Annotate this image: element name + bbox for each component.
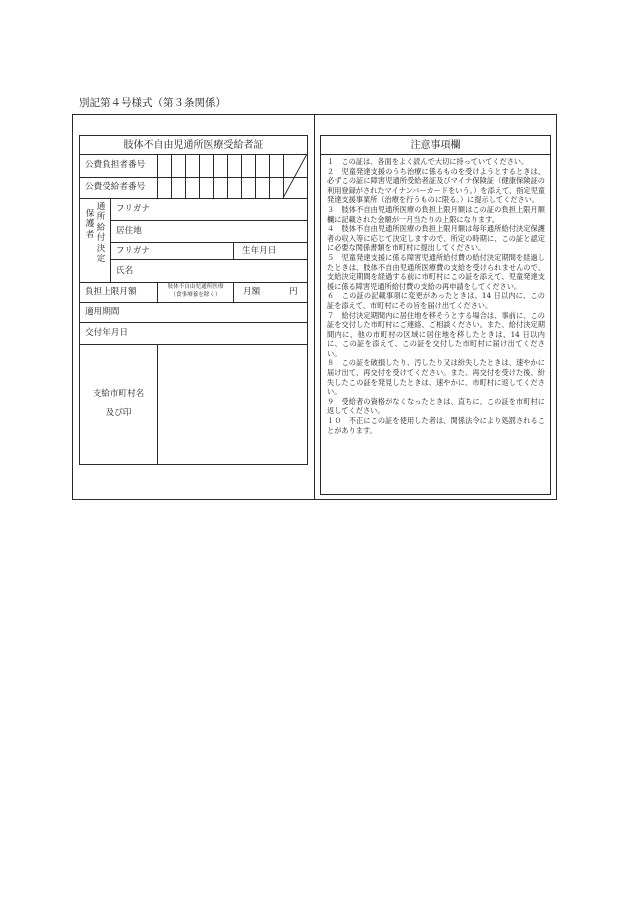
note-item-1: １ この証は、各面をよく読んで大切に持っていてください。 <box>327 157 529 166</box>
furigana-label-1: フリガナ <box>116 204 150 214</box>
monthly-label: 月額 <box>243 287 261 297</box>
note-item-6: ６ この証の記載事項に変更があったときは、14 日以内に、この証を添えて、市町村にその旨を届け出てください。 <box>327 291 545 310</box>
limit-note-2: （食事療養を除く） <box>170 292 221 298</box>
municipality-label-1: 支給市町村名 <box>92 389 145 399</box>
notes-list <box>327 157 545 435</box>
notes-panel <box>320 135 551 495</box>
note-item-9: ９ 受給者の資格がなくなったときは、直ちに、この証を市町村に返してください。 <box>327 396 545 416</box>
notes-title: 注意事項欄 <box>410 140 461 151</box>
guardian-group-col-1: 通所給付決定 <box>96 202 106 265</box>
limit-note-1: 肢体不自由児通所医療 <box>167 284 224 290</box>
guardian-group-label <box>84 202 108 280</box>
name-label: 氏名 <box>116 266 134 276</box>
birthdate-label: 生年月日 <box>242 246 277 256</box>
note-item-3: ３ 肢体不自由児通所医療の負担上限月額はこの証の負担上限月額欄に記載された金額が一月当たりの上限になります。 <box>327 204 545 224</box>
note-item-7: ７ 給付決定期間内に居住地を移そうとする場合は、事前に、この証を交付した市町村にご連絡、ご相談ください。また、給付決定期間内に、他の市町村の区域に居住地を移したときは、14 日以内に、この証を添えて、この証を交付した市町村に届け出てください。 <box>327 310 545 358</box>
issue-date-label: 交付年月日 <box>85 328 128 338</box>
blank-cell-slash <box>283 154 307 198</box>
note-item-4: ４ 肢体不自由児通所医療の負担上限月額は毎年通所給付決定保護者の収入等に応じて決定しますので、所定の時期に、この証と認定に必要な関係書類を市町村に提出してください。 <box>327 224 545 253</box>
recipient-number-label: 公費受給者番号 <box>85 182 146 192</box>
yen-label: 円 <box>289 287 298 297</box>
note-item-5: ５ 児童発達支援に係る障害児通所給付費の給付決定期間を経過したときは、肢体不自由児通所医療費の支給を受けられませんので、支給決定期間を経過する前に市町村にこの証を添えて、児童発達支援に係る障害児通所給付費の支給の再申請をしてください。 <box>327 252 545 291</box>
payer-number-label: 公費負担者番号 <box>85 160 146 170</box>
note-item-8: ８ この証を破損したり、汚したり又は紛失したときは、速やかに届け出て、再交付を受けてください。また、再交付を受けた後、紛失したこの証を発見したときは、速やかに、市町村に返してください。 <box>327 358 545 397</box>
card-panel <box>79 135 308 465</box>
note-item-2: ２ 児童発達支援のうち治療に係るものを受けようとするときは、必ずこの証に障害児通所受給者証及びマイナ保険証（健康保険証の利用登録がされたマイナンバーカードをいう。）を添えて、指定児童発達支援事業所（治療を行うものに限る。）に提示してください。 <box>327 166 545 205</box>
card-title: 肢体不自由児通所医療受給者証 <box>123 140 264 151</box>
form-heading: 別記第４号様式（第３条関係） <box>79 97 226 109</box>
guardian-group-col-2: 保護者 <box>85 209 95 240</box>
furigana-label-2: フリガナ <box>116 246 150 256</box>
period-label: 適用期間 <box>85 307 120 317</box>
note-item-10: １０ 不正にこの証を使用した者は、関係法令により処罰されることがあります。 <box>327 416 545 435</box>
limit-label: 負担上限月額 <box>85 287 137 297</box>
municipality-label-2: 及び印 <box>105 408 132 418</box>
address-label: 居住地 <box>116 226 142 236</box>
center-divider <box>314 114 315 500</box>
